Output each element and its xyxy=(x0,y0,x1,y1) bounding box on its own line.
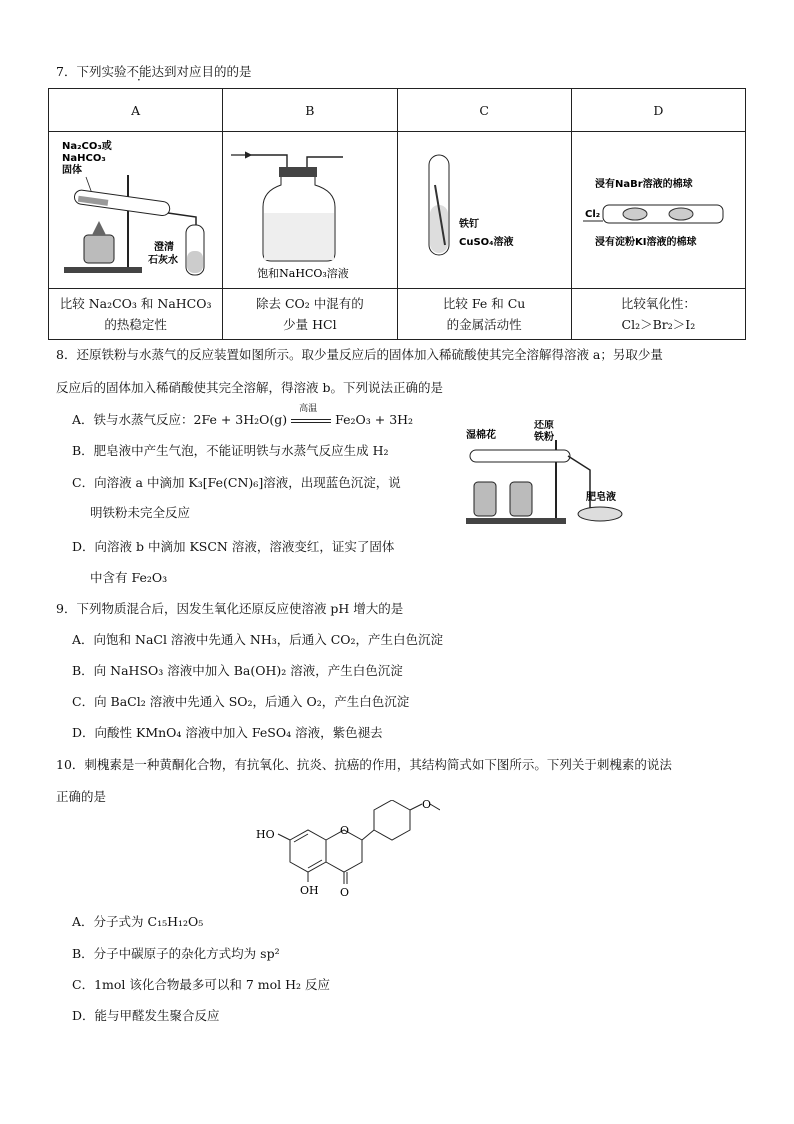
q7-figure-b-cell xyxy=(223,132,397,289)
q7-figure-d-glass-tube xyxy=(573,135,743,285)
q10-keto-o-label: O xyxy=(340,886,350,899)
q7-figure-c-test-tube xyxy=(409,135,559,285)
q9-stem: 9．下列物质混合后，因发生氧化还原反应使溶液 pH 增大的是 xyxy=(56,601,404,616)
q7-figure-b-gas-washing-bottle xyxy=(223,135,403,285)
q10-stem-line2: 正确的是 xyxy=(56,789,107,804)
q10-oh-label: OH xyxy=(300,884,319,897)
q7-stem: 7．下列实验不能达到对应目的的是 xyxy=(56,64,252,79)
q7-figD-label-bottom: 浸有淀粉KI溶液的棉球 xyxy=(595,237,697,248)
q8-option-d-line2: 中含有 Fe₂O₃ xyxy=(90,570,168,585)
q8-option-a: A．铁与水蒸气反应：2Fe + 3H₂O(g) 高温 Fe₂O₃ + 3H₂ xyxy=(72,404,414,427)
q7-emphasis: 不能 xyxy=(126,64,152,79)
q10-option-b: B．分子中碳原子的杂化方式均为 sp² xyxy=(72,946,280,961)
q7-header-d: D xyxy=(571,89,745,132)
q7-caption-d: 比较氧化性： Cl₂＞Br₂＞I₂ xyxy=(571,289,745,340)
q10-methoxy-o-label: O xyxy=(422,800,432,811)
q7-figure-a-cell xyxy=(49,132,223,289)
q8-option-c-line1: C．向溶液 a 中滴加 K₃[Fe(CN)₆]溶液，出现蓝色沉淀，说 xyxy=(72,475,401,490)
q10-stem-line1: 10．刺槐素是一种黄酮化合物，有抗氧化、抗炎、抗癌的作用，其结构简式如下图所示。下列关于刺槐素的说法 xyxy=(56,757,672,772)
q7-figA-label2: NaHCO₃ xyxy=(61,153,106,164)
q8-option-d-line1: D．向溶液 b 中滴加 KSCN 溶液，溶液变红，证实了固体 xyxy=(72,539,395,554)
q7-figA-label5: 石灰水 xyxy=(147,255,178,266)
q7-header-a: A xyxy=(49,89,223,132)
q10-option-c: C．1mol 该化合物最多可以和 7 mol H₂ 反应 xyxy=(72,977,331,992)
q7-figA-label1: Na₂CO₃或 xyxy=(61,141,112,152)
q9-option-a: A．向饱和 NaCl 溶液中先通入 NH₃，后通入 CO₂，产生白色沉淀 xyxy=(72,632,444,647)
q7-figure-a-heating-apparatus xyxy=(56,135,216,285)
q8-option-b: B．肥皂液中产生气泡，不能证明铁与水蒸气反应生成 H₂ xyxy=(72,443,389,458)
q7-caption-c: 比较 Fe 和 Cu 的金属活动性 xyxy=(397,289,571,340)
q8-fig-label2: 还原 xyxy=(534,420,554,431)
q7-figC-label2: CuSO₄溶液 xyxy=(459,237,514,248)
q9-option-b: B．向 NaHSO₃ 溶液中加入 Ba(OH)₂ 溶液，产生白色沉淀 xyxy=(72,663,403,678)
q10-structure-formula xyxy=(250,800,440,900)
q7-experiment-table xyxy=(48,88,746,340)
q8-option-c-line2: 明铁粉未完全反应 xyxy=(90,505,191,520)
q7-figure-d-cell xyxy=(571,132,745,289)
q9-option-d: D．向酸性 KMnO₄ 溶液中加入 FeSO₄ 溶液，紫色褪去 xyxy=(72,725,383,740)
q8-fig-label1: 湿棉花 xyxy=(466,430,496,441)
q8-stem-line1: 8．还原铁粉与水蒸气的反应装置如图所示。取少量反应后的固体加入稀硫酸使其完全溶解得溶液 a；另取少量 xyxy=(56,347,663,362)
q10-option-a: A．分子式为 C₁₅H₁₂O₅ xyxy=(72,914,204,929)
q7-caption-b: 除去 CO₂ 中混有的 少量 HCl xyxy=(223,289,397,340)
q8-apparatus-figure xyxy=(460,420,640,530)
q7-figure-c-cell xyxy=(397,132,571,289)
q8-stem-line2: 反应后的固体加入稀硝酸使其完全溶解，得溶液 b。下列说法正确的是 xyxy=(56,380,443,395)
q7-figD-label-top: 浸有NaBr溶液的棉球 xyxy=(595,179,694,190)
q7-caption-a: 比较 Na₂CO₃ 和 NaHCO₃ 的热稳定性 xyxy=(49,289,223,340)
q8-fig-label4: 肥皂液 xyxy=(586,492,616,503)
q7-figA-label4: 澄清 xyxy=(153,242,174,253)
q7-figB-label: 饱和NaHCO₃溶液 xyxy=(257,267,350,280)
q7-figD-gas: Cl₂ xyxy=(585,209,601,220)
q9-option-c: C．向 BaCl₂ 溶液中先通入 SO₂，后通入 O₂，产生白色沉淀 xyxy=(72,694,410,709)
q7-header-b: B xyxy=(223,89,397,132)
q7-figC-label1: 铁钉 xyxy=(459,219,480,230)
q8-reaction-arrow: 高温 xyxy=(291,412,331,427)
q10-option-d: D．能与甲醛发生聚合反应 xyxy=(72,1008,220,1023)
q8-fig-label3: 铁粉 xyxy=(534,432,554,443)
q10-ring-o-label: O xyxy=(340,824,350,837)
q7-figA-label3: 固体 xyxy=(61,165,82,176)
q7-header-c: C xyxy=(397,89,571,132)
q10-ho-label: HO xyxy=(256,828,275,841)
